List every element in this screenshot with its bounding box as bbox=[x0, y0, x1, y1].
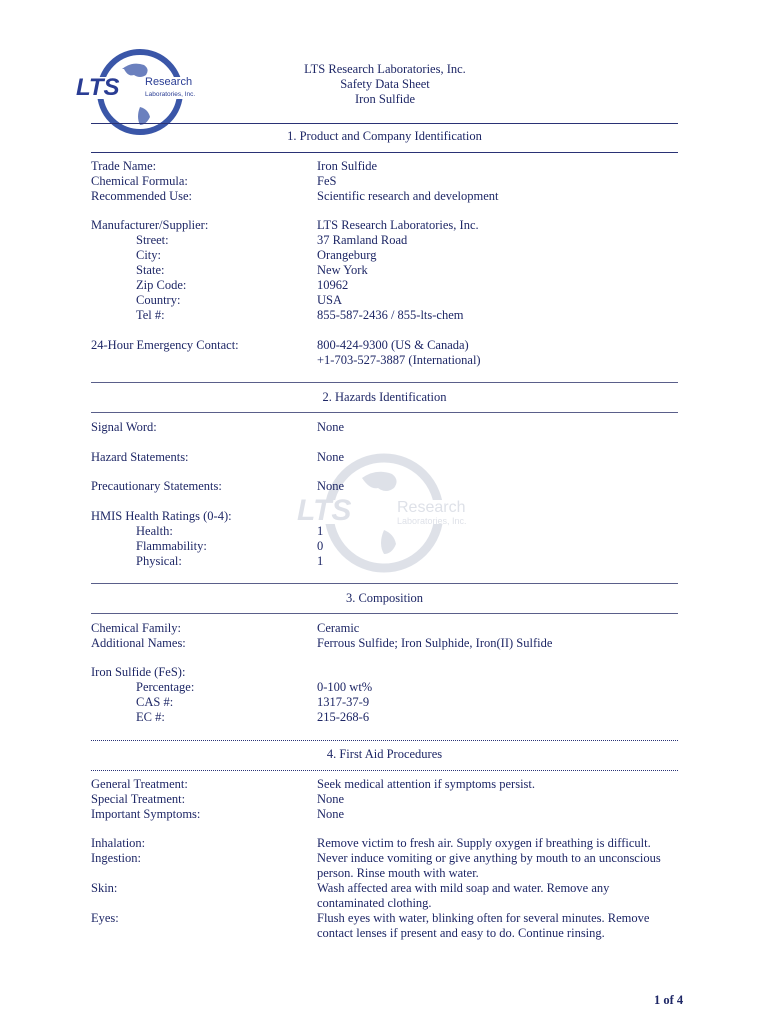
eyes-label: Eyes: bbox=[91, 911, 119, 925]
signal-word-value: None bbox=[317, 420, 345, 434]
watermark-line1: Research bbox=[397, 499, 466, 516]
tel-value: 855-587-2436 / 855-lts-chem bbox=[317, 308, 464, 322]
flammability-label: Flammability: bbox=[136, 539, 207, 553]
special-treatment-label: Special Treatment: bbox=[91, 792, 186, 806]
general-treatment-label: General Treatment: bbox=[91, 777, 188, 791]
country-label: Country: bbox=[136, 293, 181, 307]
inhalation-label: Inhalation: bbox=[91, 836, 146, 850]
ingestion-value-line1: Never induce vomiting or give anything by mouth to an unconscious bbox=[317, 851, 661, 865]
watermark-line2: Laboratories, Inc. bbox=[397, 516, 467, 526]
ingestion-label: Ingestion: bbox=[91, 851, 141, 865]
header-doc-type: Safety Data Sheet bbox=[340, 77, 430, 91]
header-product: Iron Sulfide bbox=[354, 92, 416, 106]
section-1-title: 1. Product and Company Identification bbox=[287, 129, 482, 143]
emergency-value-us: 800-424-9300 (US & Canada) bbox=[317, 338, 469, 352]
divider bbox=[91, 770, 678, 771]
street-label: Street: bbox=[136, 233, 169, 247]
divider bbox=[91, 152, 678, 153]
ec-value: 215-268-6 bbox=[317, 710, 370, 724]
eyes-value-line2: contact lenses if present and easy to do. Continue rinsing. bbox=[317, 926, 605, 940]
state-label: State: bbox=[136, 263, 165, 277]
names-label: Additional Names: bbox=[91, 636, 186, 650]
symptoms-value: None bbox=[317, 807, 345, 821]
logo-line2: Laboratories, Inc. bbox=[145, 91, 196, 98]
section-4-title: 4. First Aid Procedures bbox=[326, 747, 443, 761]
divider bbox=[91, 412, 678, 413]
city-value: Orangeburg bbox=[317, 248, 377, 262]
formula-value: FeS bbox=[317, 174, 337, 188]
skin-value-line1: Wash affected area with mild soap and water. Remove any bbox=[317, 881, 610, 895]
emergency-label: 24-Hour Emergency Contact: bbox=[91, 338, 239, 352]
inhalation-value: Remove victim to fresh air. Supply oxygen if breathing is difficult. bbox=[317, 836, 651, 850]
health-value: 1 bbox=[317, 524, 324, 538]
precaution-value: None bbox=[317, 479, 345, 493]
page-number: 1 of 4 bbox=[654, 993, 684, 1007]
percent-value: 0-100 wt% bbox=[317, 680, 373, 694]
state-value: New York bbox=[317, 263, 368, 277]
hazard-value: None bbox=[317, 450, 345, 464]
logo-line1: Research bbox=[145, 76, 193, 88]
hazard-label: Hazard Statements: bbox=[91, 450, 189, 464]
percent-label: Percentage: bbox=[136, 680, 195, 694]
hmis-label: HMIS Health Ratings (0-4): bbox=[91, 509, 232, 523]
divider bbox=[91, 613, 678, 614]
divider bbox=[91, 123, 678, 124]
tel-label: Tel #: bbox=[136, 308, 165, 322]
ec-label: EC #: bbox=[136, 710, 165, 724]
cas-value: 1317-37-9 bbox=[317, 695, 370, 709]
manufacturer-label: Manufacturer/Supplier: bbox=[91, 218, 209, 232]
skin-value-line2: contaminated clothing. bbox=[317, 896, 432, 910]
special-treatment-value: None bbox=[317, 792, 345, 806]
emergency-value-intl: +1-703-527-3887 (International) bbox=[317, 353, 481, 367]
divider bbox=[91, 382, 678, 383]
component-label: Iron Sulfide (FeS): bbox=[91, 665, 186, 679]
skin-label: Skin: bbox=[91, 881, 118, 895]
cas-label: CAS #: bbox=[136, 695, 174, 709]
symptoms-label: Important Symptoms: bbox=[91, 807, 201, 821]
divider bbox=[91, 583, 678, 584]
section-3-title: 3. Composition bbox=[345, 591, 424, 605]
family-label: Chemical Family: bbox=[91, 621, 181, 635]
formula-label: Chemical Formula: bbox=[91, 174, 188, 188]
family-value: Ceramic bbox=[317, 621, 360, 635]
health-label: Health: bbox=[136, 524, 173, 538]
country-value: USA bbox=[317, 293, 343, 307]
zip-label: Zip Code: bbox=[136, 278, 187, 292]
physical-label: Physical: bbox=[136, 554, 182, 568]
zip-value: 10962 bbox=[317, 278, 349, 292]
signal-word-label: Signal Word: bbox=[91, 420, 157, 434]
city-label: City: bbox=[136, 248, 162, 262]
precaution-label: Precautionary Statements: bbox=[91, 479, 222, 493]
header-company: LTS Research Laboratories, Inc. bbox=[304, 62, 466, 76]
ingestion-value-line2: person. Rinse mouth with water. bbox=[317, 866, 479, 880]
divider bbox=[91, 740, 678, 741]
use-value: Scientific research and development bbox=[317, 189, 499, 203]
general-treatment-value: Seek medical attention if symptoms persist. bbox=[317, 777, 536, 791]
logo-word: LTS bbox=[76, 74, 120, 101]
use-label: Recommended Use: bbox=[91, 189, 193, 203]
watermark-word: LTS bbox=[297, 494, 352, 527]
physical-value: 1 bbox=[317, 554, 324, 568]
manufacturer-value: LTS Research Laboratories, Inc. bbox=[317, 218, 479, 232]
section-2-title: 2. Hazards Identification bbox=[322, 390, 447, 404]
eyes-value-line1: Flush eyes with water, blinking often for several minutes. Remove bbox=[317, 911, 650, 925]
trade-name-value: Iron Sulfide bbox=[317, 159, 378, 173]
trade-name-label: Trade Name: bbox=[91, 159, 157, 173]
flammability-value: 0 bbox=[317, 539, 324, 553]
street-value: 37 Ramland Road bbox=[317, 233, 408, 247]
names-value: Ferrous Sulfide; Iron Sulphide, Iron(II) Sulfide bbox=[317, 636, 553, 650]
